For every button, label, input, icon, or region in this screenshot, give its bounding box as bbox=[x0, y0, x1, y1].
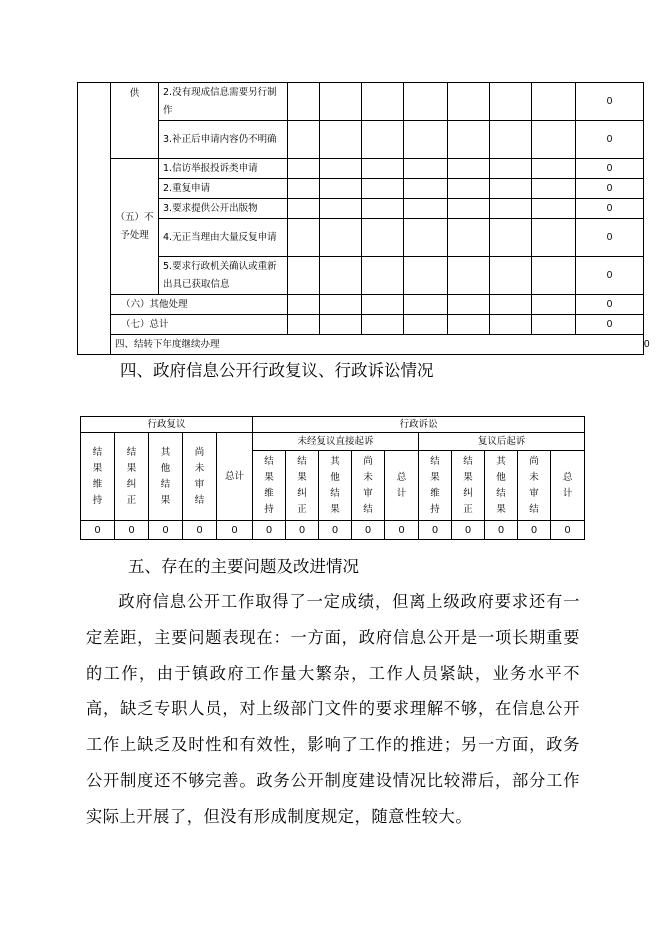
value-cell: 0 bbox=[518, 521, 551, 540]
row-label: 1.信访举报投诉类申请 bbox=[159, 159, 288, 179]
row-label: 4.无正当理由大量反复申请 bbox=[159, 219, 288, 257]
value-cell: 0 bbox=[149, 521, 183, 540]
not-processed-category-label: （五）不予处理 bbox=[111, 159, 159, 295]
col-upheld: 结 果 维 持 bbox=[81, 433, 115, 521]
value-cell: 0 bbox=[419, 521, 452, 540]
litigation-header: 行政诉讼 bbox=[253, 417, 585, 433]
section-4-title: 四、政府信息公开行政复议、行政诉讼情况 bbox=[120, 361, 434, 380]
outer-indent-cell bbox=[78, 83, 111, 355]
disclosure-statistics-table: 供 2.没有现成信息需要另行制作 0 3.补正后申请内容仍不明确 0 （五）不予处理 1.信访举报投诉类申请 0 2.重复申请 0 3.要求提供公开出版物 0 4.无正当理由大量反复申请 0 5.要求行政机关确认或重新出具已获取信息 0 （六）其他处理 0 （七）总计 0 四、结转下年度继续办理 0 bbox=[77, 82, 644, 355]
other-processing-value: 0 bbox=[576, 295, 644, 315]
value-cell: 0 bbox=[319, 521, 352, 540]
reconsideration-header: 行政复议 bbox=[81, 417, 253, 433]
row-label: 2.重复申请 bbox=[159, 179, 288, 199]
value-cell: 0 bbox=[253, 521, 286, 540]
row-value: 0 bbox=[576, 199, 644, 219]
value-cell: 0 bbox=[217, 521, 253, 540]
col-corrected: 结 果 纠 正 bbox=[115, 433, 149, 521]
row-value: 0 bbox=[576, 159, 644, 179]
value-cell: 0 bbox=[286, 521, 319, 540]
row-label: 3.补正后申请内容仍不明确 bbox=[159, 121, 288, 159]
value-cell: 0 bbox=[115, 521, 149, 540]
total-value: 0 bbox=[576, 315, 644, 335]
row-label: 3.要求提供公开出版物 bbox=[159, 199, 288, 219]
row-value: 0 bbox=[576, 257, 644, 295]
total-label: （七）总计 bbox=[111, 315, 288, 335]
row-value: 0 bbox=[576, 179, 644, 199]
col-corrected: 结 果 纠 正 bbox=[286, 451, 319, 521]
col-upheld: 结 果 维 持 bbox=[419, 451, 452, 521]
col-other: 其 他 结 果 bbox=[485, 451, 518, 521]
value-cell: 0 bbox=[485, 521, 518, 540]
partial-category-label: 供 bbox=[111, 83, 159, 159]
value-cell: 0 bbox=[551, 521, 585, 540]
review-litigation-table bbox=[80, 416, 585, 540]
section-5-title: 五、存在的主要问题及改进情况 bbox=[128, 557, 359, 576]
direct-suit-header: 未经复议直接起诉 bbox=[253, 433, 419, 451]
other-processing-label: （六）其他处理 bbox=[111, 295, 288, 315]
col-other: 其 他 结 果 bbox=[319, 451, 352, 521]
col-pending: 尚 未 审 结 bbox=[518, 451, 551, 521]
carry-over-label: 四、结转下年度继续办理 bbox=[111, 335, 644, 355]
col-pending: 尚 未 审 结 bbox=[352, 451, 385, 521]
col-other: 其 他 结 果 bbox=[149, 433, 183, 521]
col-corrected: 结 果 纠 正 bbox=[452, 451, 485, 521]
row-value: 0 bbox=[576, 219, 644, 257]
row-value: 0 bbox=[576, 121, 644, 159]
col-total: 总 计 bbox=[385, 451, 419, 521]
section-5-body bbox=[86, 584, 580, 835]
body-paragraph: 政府信息公开工作取得了一定成绩，但离上级政府要求还有一定差距，主要问题表现在：一方面，政府信息公开是一项长期重要的工作，由于镇政府工作量大繁杂，工作人员紧缺，业务水平不高，缺乏专职人员，对上级部门文件的要求理解不够，在信息公开工作上缺乏及时性和有效性，影响了工作的推进；另一方面，政务公开制度还不够完善。政务公开制度建设情况比较滞后，部分工作实际上开展了，但没有形成制度规定，随意性较大。 bbox=[86, 592, 580, 826]
row-label: 2.没有现成信息需要另行制作 bbox=[159, 83, 288, 121]
col-total: 总 计 bbox=[551, 451, 585, 521]
value-cell: 0 bbox=[385, 521, 419, 540]
value-cell: 0 bbox=[183, 521, 217, 540]
col-upheld: 结 果 维 持 bbox=[253, 451, 286, 521]
row-label: 5.要求行政机关确认或重新出具已获取信息 bbox=[159, 257, 288, 295]
value-cell: 0 bbox=[352, 521, 385, 540]
value-cell: 0 bbox=[81, 521, 115, 540]
after-reconsideration-header: 复议后起诉 bbox=[419, 433, 585, 451]
value-cell: 0 bbox=[452, 521, 485, 540]
col-pending: 尚 未 审 结 bbox=[183, 433, 217, 521]
col-total: 总计 bbox=[217, 433, 253, 521]
row-value: 0 bbox=[576, 83, 644, 121]
